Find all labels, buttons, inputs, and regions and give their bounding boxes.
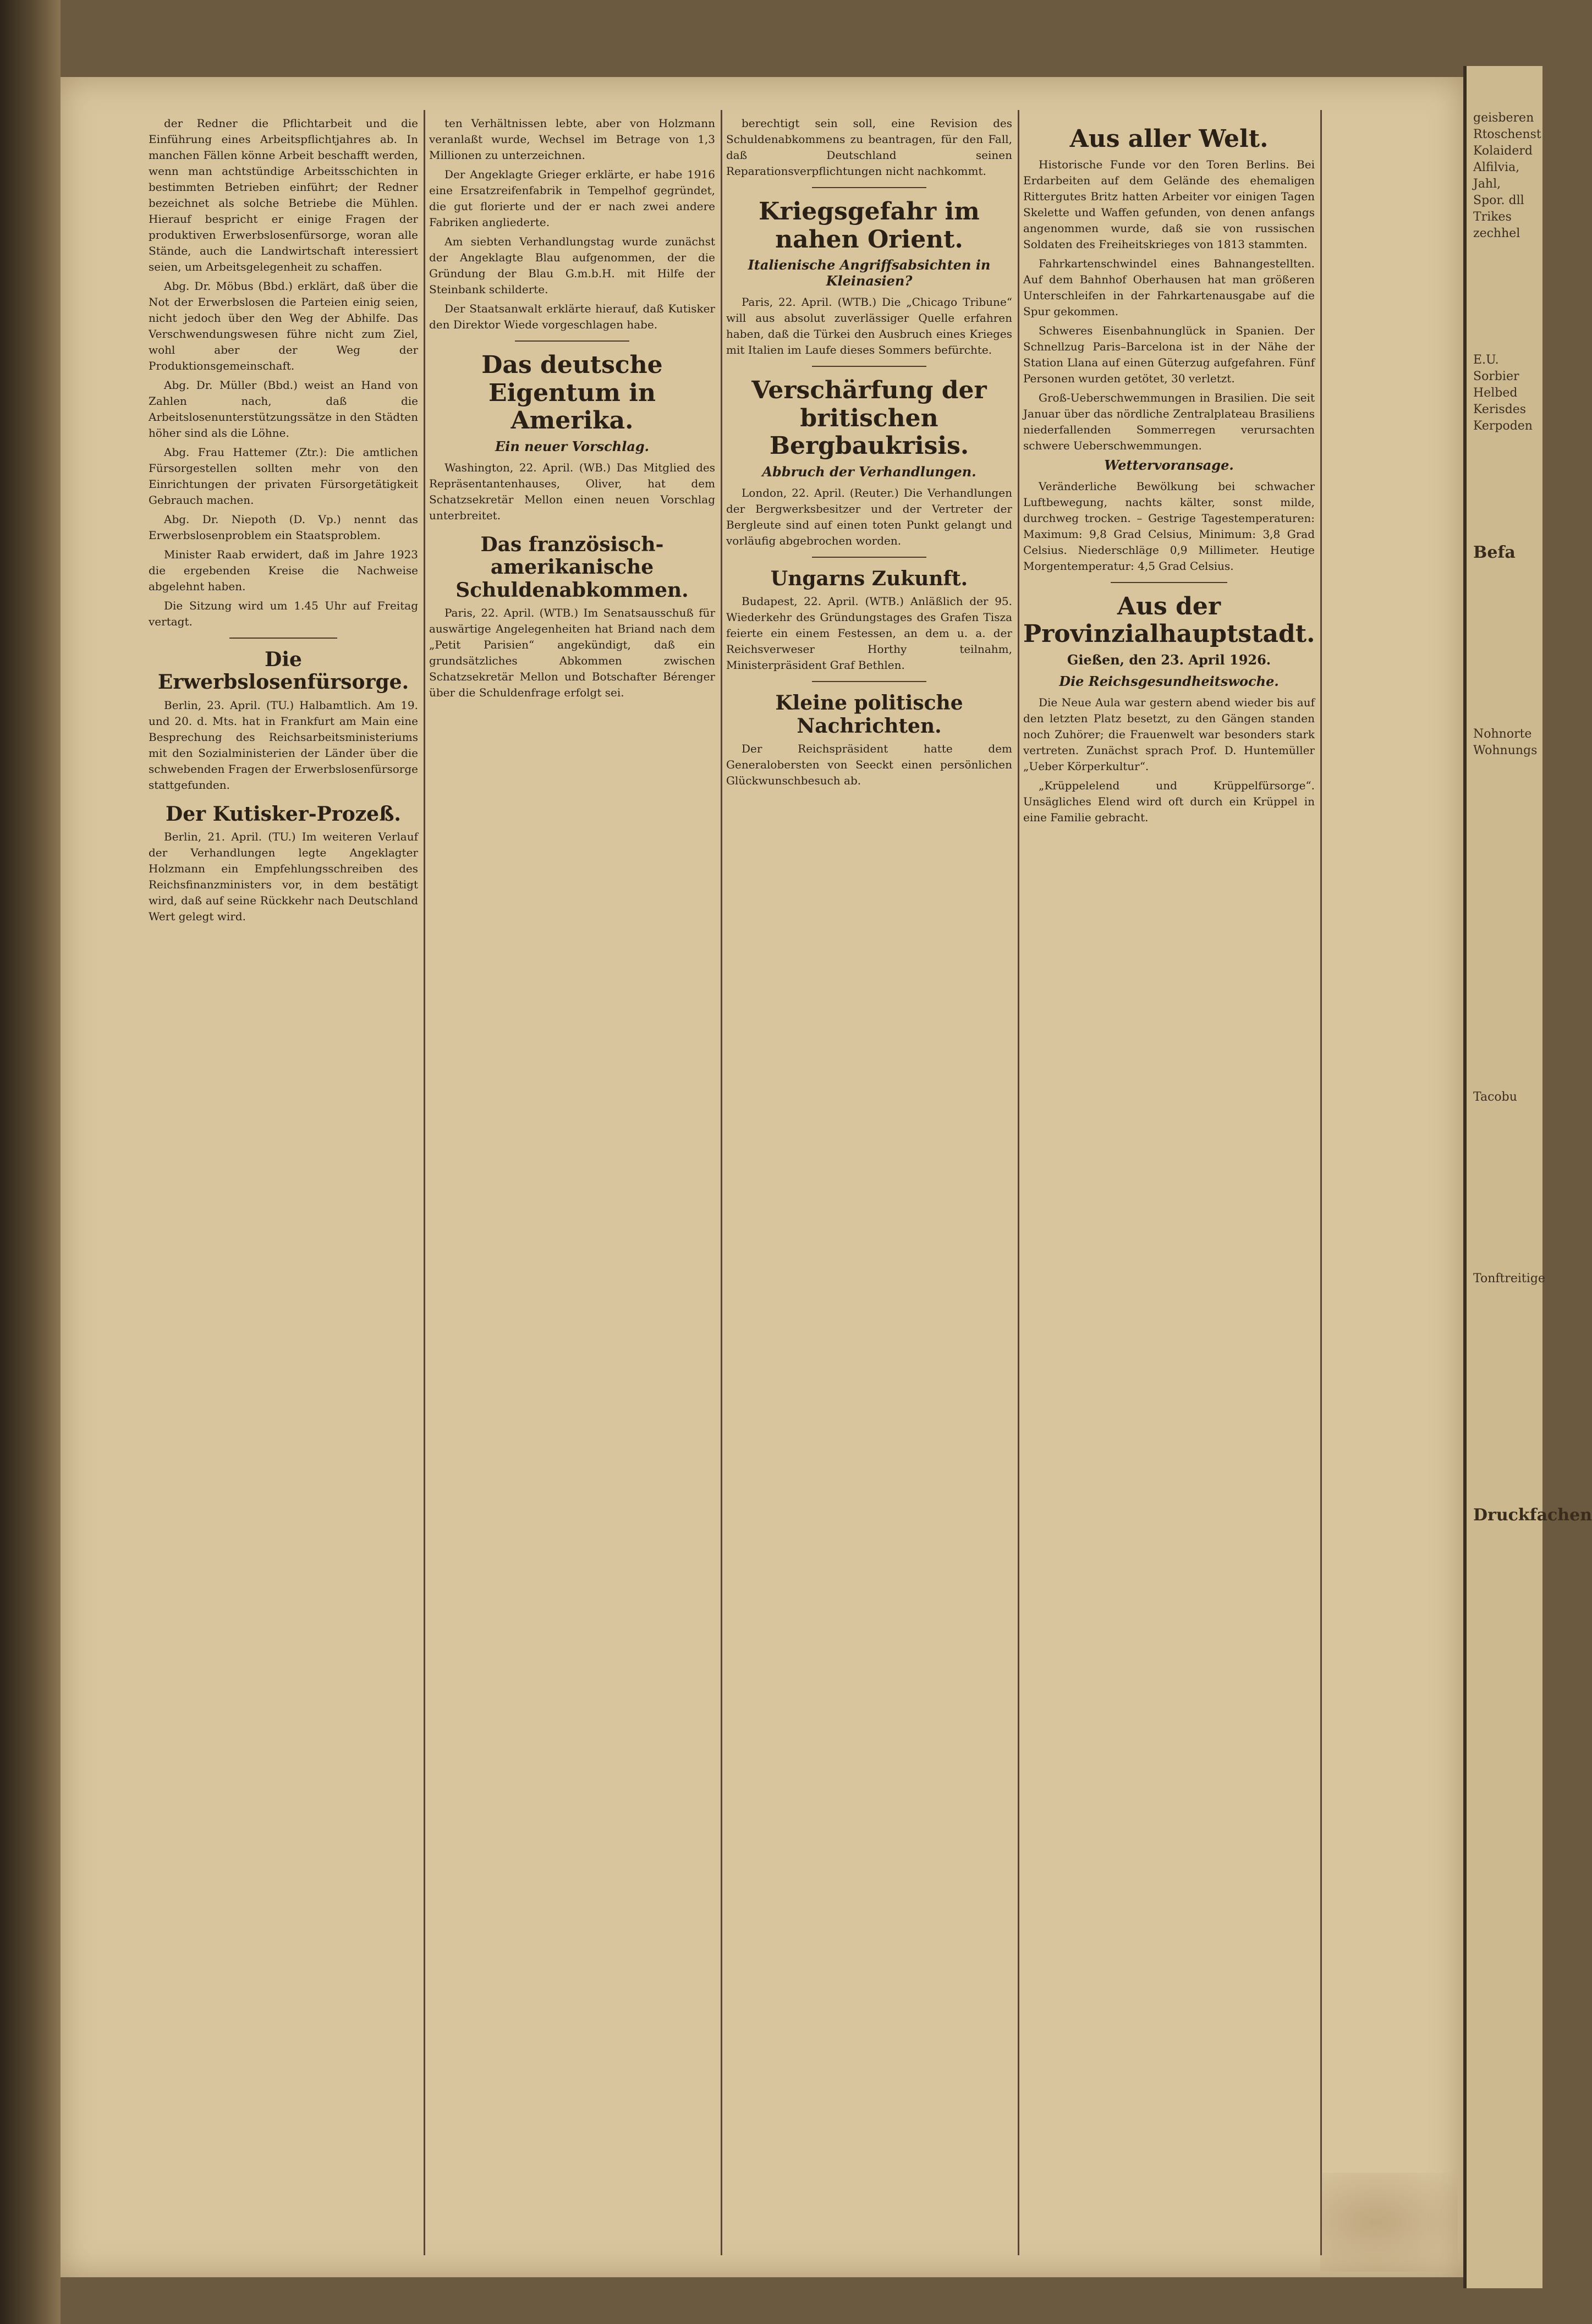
subheadline: Die Reichsgesundheitswoche. [1059,673,1279,689]
fragment-text: Kolaiderd [1473,144,1533,158]
paragraph: London, 22. April. (Reuter.) Die Verhandlungen der Bergwerksbesitzer und der Vertreter der Bergleute sind auf einen toten Punkt gelangt und vorläufig abgebrochen worden. [726,486,1012,547]
column-rule [721,110,722,2255]
paragraph: Washington, 22. April. (WB.) Das Mitglied des Repräsentantenhauses, Oliver, hat dem Schatzsekretär Mellon einen neuen Vorschlag unterbreitet. [429,460,715,522]
paragraph: Am siebten Verhandlungstag wurde zunächst der Angeklagte Blau aufgenommen, der die Gründung der Blau G.m.b.H. mit Hilfe der Steinbank schilderte. [429,235,715,296]
paragraph: Abg. Dr. Möbus (Bbd.) erklärt, daß über die Not der Erwerbslosen die Parteien einig seien, nicht jedoch über den Weg der Abhilfe. Das Verschwendungswesen führe nicht zum Ziel, wohl aber der Weg der Produktionsgemeinschaft. [149,279,418,372]
subheadline: Abbruch der Verhandlungen. [762,463,976,480]
paragraph: Der Staatsanwalt erklärte hierauf, daß Kutisker den Direktor Wiede vorgeschlagen habe. [429,302,715,331]
fragment-text: geisberen [1473,111,1534,125]
headline-erwerbslosenfuersorge: Die Erwerbslosenfürsorge. [157,648,409,694]
divider [1111,582,1227,583]
paragraph: Budapest, 22. April. (WTB.) Anläßlich der 95. Wiederkehr des Gründungstages des Grafen Tisza feierte ein einem Festessen, an dem u. a. der Reichsverweser Horthy teilnahm, Ministerpräsident Graf Bethlen. [726,595,1012,672]
paragraph: Berlin, 21. April. (TU.) Im weiteren Verlauf der Verhandlungen legte Angeklagter Holzmann ein Empfehlungsschreiben des Reichsfinanzministers vor, in dem bestätigt wird, daß auf seine Rückkehr nach Deutschland Wert gelegt wird. [149,830,418,924]
headline-provinzialhauptstadt: Aus der Provinzialhauptstadt. [1023,592,1315,649]
headline-deutsches-eigentum: Das deutsche Eigentum in Amerika. [481,351,663,435]
column-rule [1320,110,1322,2255]
fragment-text: Sorbier [1473,370,1519,383]
fragment-text: Spor. dll [1473,194,1524,207]
fragment-text: Kerisdes [1473,403,1527,416]
headline-ungarns-zukunft: Ungarns Zukunft. [770,567,968,590]
headline-kleine-nachrichten: Kleine politische Nachrichten. [775,691,963,738]
paragraph: Schweres Eisenbahnunglück in Spanien. Der Schnellzug Paris–Barcelona ist in der Nähe der Station Llana auf einen Güterzug aufgefahren. Fünf Personen wurden getötet, 30 verletzt. [1023,323,1315,385]
weather-heading: Wettervoransage. [1104,457,1234,473]
fragment-text: Trikes [1473,210,1512,224]
column-rule [1018,110,1019,2255]
divider [812,557,926,558]
divider [515,340,629,342]
paragraph: Paris, 22. April. (WTB.) Die „Chicago Tribune“ will aus absolut zuverlässiger Quelle erfahren haben, daß die Türkei den Ausbruch eines Krieges mit Italien im Laufe dieses Sommers befürchte. [726,295,1012,357]
paper-stain [1320,2173,1458,2272]
fragment-text: Druckfachen [1473,1506,1592,1525]
paragraph: der Redner die Pflichtarbeit und die Einführung eines Arbeitspflichtjahres ab. In manchen Fällen könne Arbeit beschafft werden, wenn man achtstündige Arbeitsschichten in bestimmten Betrieben einführt; der Redner bezeichnet als solche Betriebe die Mühlen. Hierauf bespricht er einige Fragen der produktiven Erwerbslosenfürsorge, woran alle Stände, auch die Landwirtschaft interessiert seien, um Arbeitsgelegenheit zu schaffen. [149,117,418,273]
divider [812,681,926,682]
paragraph: „Krüppelelend und Krüppelfürsorge“. Unsägliches Elend wird oft durch ein Krüppel in eine Familie gebracht. [1023,778,1315,824]
paragraph: Die Neue Aula war gestern abend wieder bis auf den letzten Platz besetzt, zu den Gängen standen noch Zuhörer; die Frauenwelt war besonders stark vertreten. Zunächst sprach Prof. D. Huntemüller „Ueber Körperkultur“. [1023,695,1315,773]
divider [812,187,926,188]
headline-schuldenabkommen: Das französisch-amerikanische Schuldenabkommen. [455,532,689,602]
fragment-text: Tonftreitige [1473,1272,1545,1285]
paragraph: Abg. Dr. Müller (Bbd.) weist an Hand von Zahlen nach, daß die Arbeitslosenunterstützungssätze in den Städten höher sind als die Löhne. [149,378,418,439]
column-1 [149,116,418,2261]
scan-binding-shadow [0,0,61,2324]
paragraph: Fahrkartenschwindel eines Bahnangestellten. Auf dem Bahnhof Oberhausen hat man größeren Unterschleifen in der Fahrkartenausgabe auf die Spur gekommen. [1023,256,1315,318]
adjacent-page-fragment [1463,66,1592,2288]
fragment-text: Tacobu [1473,1090,1517,1104]
fragment-text: E.U. [1473,353,1499,367]
headline-aus-aller-welt: Aus aller Welt. [1069,125,1269,153]
headline-kriegsgefahr: Kriegsgefahr im nahen Orient. [759,197,980,254]
fragment-text: Nohnorte [1473,727,1532,741]
paragraph: Minister Raab erwidert, daß im Jahre 1923 die ergebenden Kreise die Nachweise abgelehnt haben. [149,548,418,593]
paragraph: Historische Funde vor den Toren Berlins. Bei Erdarbeiten auf dem Gelände des ehemaligen Rittergutes Britz hatten Arbeiter vor einigen Tagen Skelette und Waffen gefunden, von denen anfangs angenommen wurde, daß sie von russischen Soldaten des Freiheitskrieges von 1813 stammten. [1023,157,1315,251]
divider [229,638,337,639]
dateline: Gießen, den 23. April 1926. [1067,651,1271,668]
fragment-text: Rtoschenst [1473,128,1541,141]
subheadline: Ein neuer Vorschlag. [495,438,650,454]
fragment-text: Kerpoden [1473,419,1533,433]
fragment-text: Wohnungs [1473,744,1538,757]
column-3 [726,116,1012,2261]
fragment-text: zechhel [1473,227,1520,240]
fragment-text: Alfilvia, [1473,161,1520,174]
fragment-text: Helbed [1473,386,1518,400]
paragraph: Abg. Frau Hattemer (Ztr.): Die amtlichen Fürsorgestellen sollten mehr von den Einrichtungen der privaten Fürsorgetätigkeit Gebrauch machen. [149,446,418,507]
paragraph: Der Reichspräsident hatte dem Generalobersten von Seeckt einen persönlichen Glückwunschbesuch ab. [726,742,1012,788]
paragraph: Abg. Dr. Niepoth (D. Vp.) nennt das Erwerbslosenproblem ein Staatsproblem. [149,513,418,542]
headline-bergbaukrisis: Verschärfung der britischen Bergbaukrisis. [751,376,987,460]
paragraph: Berlin, 23. April. (TU.) Halbamtlich. Am 19. und 20. d. Mts. hat in Frankfurt am Main eine Besprechung des Reichsarbeitsministeriums mit den Sozialministerien der Länder über die schwebenden Fragen der Erwerbslosenfürsorge stattgefunden. [149,698,418,792]
paragraph: Die Sitzung wird um 1.45 Uhr auf Freitag vertagt. [149,599,418,628]
subheadline: Italienische Angriffsabsichten in Kleinasien? [748,257,991,289]
paragraph: Der Angeklagte Grieger erklärte, er habe 1916 eine Ersatzreifenfabrik in Tempelhof gegründet, die gut florierte und der er nach zwei andere Fabriken angliederte. [429,168,715,229]
column-rule [424,110,425,2255]
paragraph: berechtigt sein soll, eine Revision des Schuldenabkommens zu beantragen, für den Fall, daß Deutschland seinen Reparationsverpflichtungen nicht nachkommt. [726,117,1012,178]
paragraph: Veränderliche Bewölkung bei schwacher Luftbewegung, nachts kälter, sonst milde, durchweg trocken. – Gestrige Tagestemperaturen: Maximum: 9,8 Grad Celsius, Minimum: 3,8 Grad Celsius. Niederschläge 0,9 Millimeter. Heutige Morgentemperatur: 4,5 Grad Celsius. [1023,479,1315,573]
paragraph: ten Verhältnissen lebte, aber von Holzmann veranlaßt wurde, Wechsel im Betrage von 1,3 Millionen zu unterzeichnen. [429,117,715,162]
fragment-text: Befa [1473,543,1516,562]
paragraph: Groß-Ueberschwemmungen in Brasilien. Die seit Januar über das nördliche Zentralplateau Brasiliens niederfallenden Sommerregen verursachten schwere Ueberschwemmungen. [1023,391,1315,452]
divider [812,366,926,367]
column-4 [1023,116,1315,2261]
headline-kutisker-prozess: Der Kutisker-Prozeß. [166,802,401,826]
fragment-text: Jahl, [1473,177,1501,191]
paragraph: Paris, 22. April. (WTB.) Im Senatsausschuß für auswärtige Angelegenheiten hat Briand nach dem „Petit Parisien“ angekündigt, daß ein grundsätzliches Abkommen zwischen Schatzsekretär Mellon und Botschafter Bérenger über die Schuldenfrage erfolgt sei. [429,606,715,699]
column-2 [429,116,715,2261]
